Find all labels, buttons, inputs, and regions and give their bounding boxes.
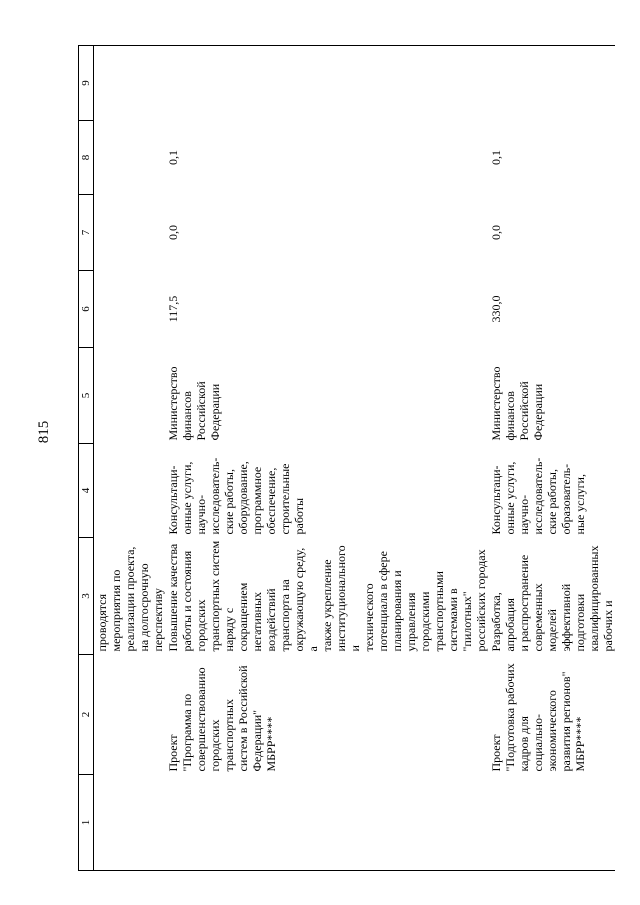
- cell-value-8: 0,1: [489, 150, 503, 165]
- cell-number: [488, 775, 615, 871]
- col-header-9: 9: [79, 46, 94, 121]
- cell-value-9: [94, 46, 166, 121]
- col-header-1: 1: [79, 775, 94, 871]
- table-row: [94, 46, 166, 871]
- col-header-4: 4: [79, 444, 94, 538]
- cell-number: [165, 775, 488, 871]
- cell-executor: [94, 348, 166, 444]
- col-header-3: 3: [79, 538, 94, 655]
- table-row: [488, 46, 615, 871]
- col-header-7: 7: [79, 195, 94, 271]
- cell-activity-type: [94, 444, 166, 538]
- cell-value-7: [94, 195, 166, 271]
- cell-value-7: 0,0: [489, 225, 503, 240]
- cell-value-9: [488, 46, 615, 121]
- cell-number: [94, 775, 166, 871]
- col-header-2: 2: [79, 655, 94, 775]
- col-header-6: 6: [79, 271, 94, 348]
- cell-executor: Министерство финансов Российской Федерации: [166, 366, 222, 441]
- col-header-5: 5: [79, 348, 94, 444]
- header-row: [79, 46, 94, 871]
- cell-activity-type: Консультаци- онные услуги, научно- исследователь- ские работы, образователь- ные услуги,: [489, 457, 587, 535]
- cell-goal: проводятся мероприятия по реализации проекта, на долгосрочную перспективу: [95, 546, 165, 652]
- cell-value-9: [165, 46, 488, 121]
- cell-executor: Министерство финансов Российской Федерации: [489, 366, 545, 441]
- cell-goal: Повышение качества работы и состояния городских транспортных систем наряду с сокращением негативных воздействий транспорта на окружающую среду, а также укрепление институционального и технического потенциала в сфере планирования и управления городскими транспортными системами в "пилотных" российских городах: [166, 540, 488, 652]
- financing-table: [78, 45, 615, 871]
- cell-project-name: [94, 655, 166, 775]
- page-number: 815: [36, 420, 52, 444]
- cell-value-6: 330,0: [489, 295, 503, 323]
- cell-activity-type: Консультаци- онные услуги, научно- исследователь- ские работы, оборудование, программное обеспечение, строительные работы: [166, 457, 306, 535]
- col-header-8: 8: [79, 121, 94, 195]
- cell-value-8: [94, 121, 166, 195]
- cell-project-name: Проект "Программа по совершенствованию городских транспортных систем в Российской Федерации" МБРР****: [166, 665, 278, 772]
- cell-value-8: 0,1: [166, 150, 180, 165]
- cell-goal: Разработка, апробация и распространение современных моделей эффективной подготовки квалифицированных рабочих и: [489, 545, 615, 652]
- cell-value-6: 117,5: [166, 295, 180, 323]
- cell-project-name: Проект "Подготовка рабочих кадров для социально- экономического развития регионов" МБРР****: [489, 663, 587, 772]
- cell-value-6: [94, 271, 166, 348]
- cell-value-7: 0,0: [166, 225, 180, 240]
- table-row: [165, 46, 488, 871]
